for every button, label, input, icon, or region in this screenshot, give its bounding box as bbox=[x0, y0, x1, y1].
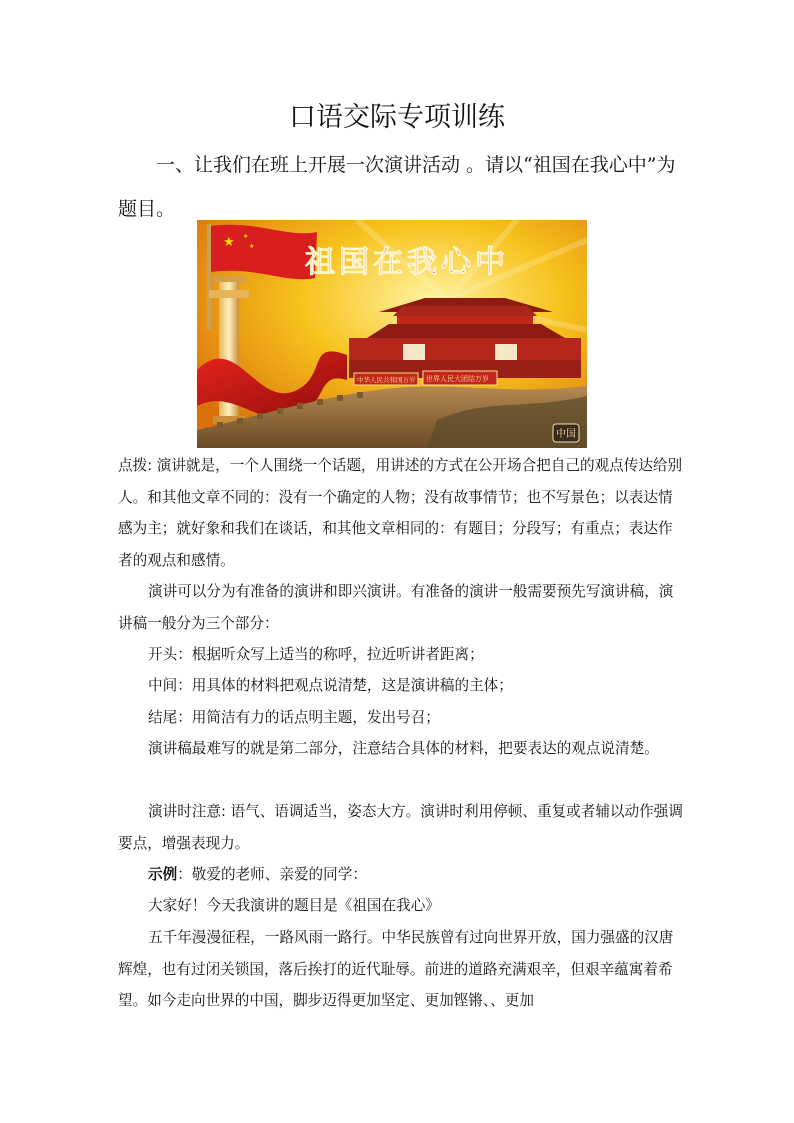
banner-image bbox=[197, 220, 587, 448]
hardest-paragraph: 演讲稿最难写的就是第二部分，注意结合具体的材料，把要表达的观点说清楚。 bbox=[148, 740, 659, 757]
opening-line: 开头：根据听众写上适当的称呼，拉近听讲者距离； bbox=[148, 646, 484, 663]
svg-text:★: ★ bbox=[243, 233, 249, 240]
stamp-text: 中国 bbox=[556, 429, 576, 440]
middle-line: 中间：用具体的材料把观点说清楚，这是演讲稿的主体； bbox=[148, 677, 513, 694]
history-paragraph: 五千年漫漫征程，一路风雨一路行。中华民族曾有过向世界开放，国力强盛的汉唐辉煌，也有过闭关锁国，落后挨打的近代耻辱。前进的道路充满艰辛，但艰辛蕴寓着希望。如今走向世界的中国，脚步迈得更加坚定、更加铿锵、、更加 bbox=[118, 929, 674, 1009]
sign-left: 中华人民共和国万岁 bbox=[357, 376, 416, 384]
example-label: 示例 bbox=[148, 866, 178, 883]
svg-text:★: ★ bbox=[223, 235, 235, 250]
sign-right: 世界人民大团结万岁 bbox=[426, 375, 489, 383]
hint-paragraph: 点拨: 演讲就是，一个人围绕一个话题，用讲述的方式在公开场合把自己的观点传达给别人。和其他文章不同的：没有一个确定的人物；没有故事情节；也不写景色；以表达情感为主；就好象和我们在谈话，和其他文章相同的：有题目；分段写；有重点；表达作者的观点和感情。 bbox=[118, 457, 683, 569]
tiananmen-icon bbox=[349, 298, 581, 385]
speech-types-paragraph: 演讲可以分为有准备的演讲和即兴演讲。有准备的演讲一般需要预先写演讲稿，演讲稿一般分为三个部分： bbox=[118, 583, 674, 632]
task-prompt: 一、让我们在班上开展一次演讲活动 。请以“祖国在我心中”为题目。 bbox=[118, 154, 676, 220]
ending-line: 结尾：用简洁有力的话点明主题，发出号召； bbox=[148, 709, 440, 726]
example-line bbox=[148, 859, 367, 891]
attention-paragraph: 演讲时注意: 语气、语调适当，姿态大方。演讲时利用停顿、重复或者辅以动作强调要点，增强表现力。 bbox=[118, 803, 683, 852]
document-title: 口语交际专项训练 bbox=[289, 102, 505, 133]
hello-line: 大家好！今天我演讲的题目是《祖国在我心》 bbox=[148, 897, 440, 914]
example-greeting: ：敬爱的老师、亲爱的同学： bbox=[177, 866, 367, 883]
stamp-icon bbox=[553, 424, 579, 442]
banner-headline: 祖国在我心中 bbox=[305, 245, 509, 280]
svg-text:★: ★ bbox=[249, 243, 255, 250]
